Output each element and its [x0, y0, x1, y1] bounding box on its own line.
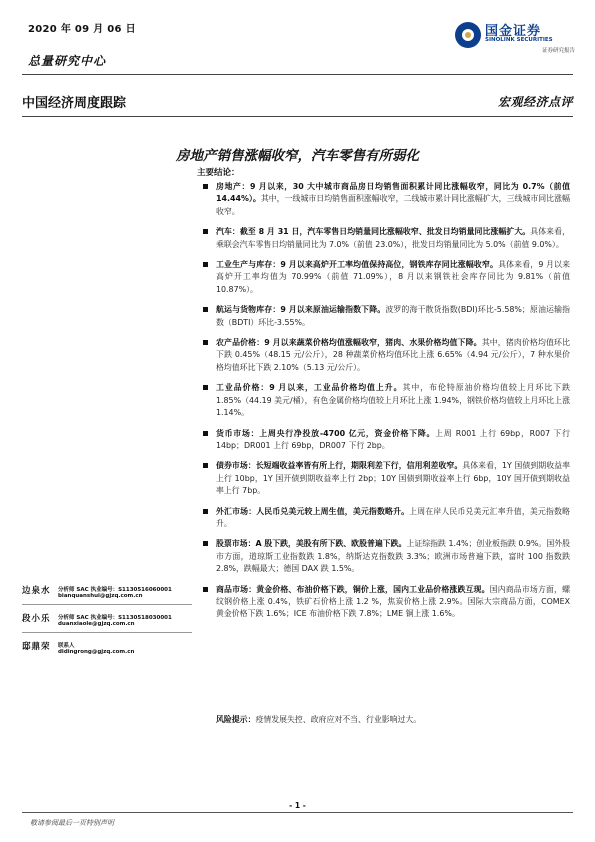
- square-bullet-icon: [203, 463, 208, 468]
- conclusion-item: [202, 226, 570, 251]
- analyst-role: 分析师 SAC 执业编号：S1130516060001: [58, 587, 172, 593]
- company-logo: [455, 18, 575, 58]
- square-bullet-icon: [203, 431, 208, 436]
- risk-warning: [216, 714, 566, 725]
- conclusion-text: 其中，一线城市日均销售面积涨幅收窄，二线城市累计同比涨幅扩大，三线城市同比涨幅收窄。: [216, 194, 570, 216]
- logo-name-en: SINOLINK SECURITIES: [485, 37, 553, 43]
- conclusion-text: 上周在岸人民币兑美元汇率升值，美元指数略升。: [216, 506, 570, 528]
- analyst-role: 分析师 SAC 执业编号：S1130518030001: [58, 615, 172, 621]
- conclusion-text: 波罗的海干散货指数(BDI)环比-5.58%；原油运输指数（BDTI）环比-3.55%。: [216, 305, 570, 327]
- analyst-email[interactable]: didingrong@gjzq.com.cn: [58, 649, 135, 655]
- logo-subtitle: 证券研究报告: [541, 48, 575, 54]
- conclusion-item: [202, 428, 570, 453]
- conclusion-text: 上证综指跌 1.4%；创业板指跌 0.9%。国外股市方面，道琼斯工业指数跌 1.8%，纳斯达克指数跌 3.3%；欧洲市场普遍下跌，富时 100 指数跌 2.8%，跌幅最大；德国 DAX 跌 1.5%。: [216, 539, 570, 574]
- square-bullet-icon: [203, 385, 208, 390]
- report-type: 宏观经济点评: [497, 95, 573, 109]
- conclusion-item: [202, 506, 570, 531]
- risk-text: 疫情发展失控、政府应对不当、行业影响过大。: [255, 715, 422, 724]
- analyst-email[interactable]: duanxiaole@gjzq.com.cn: [58, 621, 135, 627]
- conclusion-heading: 汽车：截至 8 月 31 日，汽车零售日均销量同比涨幅收窄、批发日均销量同比涨幅扩大。: [216, 227, 531, 237]
- report-series: 中国经济周度跟踪: [22, 96, 127, 111]
- analyst-email[interactable]: bianquanshui@gjzq.com.cn: [58, 593, 143, 599]
- conclusion-heading: 航运与货物库存：9 月以来原油运输指数下降。: [216, 305, 386, 315]
- square-bullet-icon: [203, 541, 208, 546]
- footer-divider: [22, 812, 573, 813]
- square-bullet-icon: [203, 307, 208, 312]
- conclusion-text: 国内商品市场方面，螺纹钢价格上涨 0.4%，铁矿石价格上涨 1.2 %，焦炭价格上涨 2.9%。国际大宗商品方面，COMEX 黄金价格下跌 1.6%；ICE 布油价格下跌 7.8%；LME 铜上涨 1.6%。: [216, 584, 570, 619]
- analyst-divider: [22, 632, 192, 633]
- summary-label: 主要结论：: [197, 168, 240, 178]
- conclusion-text: 其中，猪肉价格均值环比下跌 0.45%（48.15 元/公斤），28 种蔬菜价格均值环比上涨 6.65%（4.94 元/公斤），7 种水果价格均值环比下跌 2.10%（5.13 元/公斤）。: [216, 338, 570, 372]
- logo-name-cn: 国金证券: [485, 24, 542, 39]
- conclusion-heading: 工业生产与库存：9 月以来高炉开工率均值保持高位，钢铁库存同比涨幅收窄。: [216, 260, 499, 270]
- square-bullet-icon: [203, 262, 208, 267]
- analyst-name: 邸鼎荣: [22, 642, 51, 652]
- conclusion-item: [202, 382, 570, 419]
- square-bullet-icon: [203, 587, 208, 592]
- conclusion-item: [202, 181, 570, 218]
- disclaimer-text: 敬请参阅最后一页特别声明: [30, 819, 114, 827]
- analyst-role: 联系人: [58, 643, 75, 649]
- analyst-name: 段小乐: [22, 614, 51, 624]
- header-divider: [22, 74, 573, 75]
- report-date: 2020 年 09 月 06 日: [28, 24, 136, 35]
- title-divider: [22, 116, 573, 117]
- conclusion-text: 其中，布伦特原油价格均值较上月环比下跌 1.85%（44.19 美元/桶），有色金属价格均值较上月环比上涨 1.94%，钢铁价格均值较上月环比上涨 1.14%。: [216, 383, 570, 418]
- conclusion-heading: 股票市场：A 股下跌，美股有所下跌、欧股普遍下跌。: [216, 539, 407, 549]
- conclusion-item: [202, 584, 570, 621]
- conclusion-heading: 工业品价格：9 月以来，工业品价格均值上升。: [216, 383, 403, 393]
- conclusion-item: [202, 460, 570, 497]
- conclusion-heading: 货币市场：上周央行净投放-4700 亿元，资金价格下降。: [216, 428, 436, 438]
- conclusion-heading: 商品市场：黄金价格、布油价格下跌，铜价上涨，国内工业品价格涨跌互现。: [216, 584, 490, 594]
- conclusion-heading: 外汇市场：人民币兑美元较上周生值，美元指数略升。: [216, 506, 410, 516]
- conclusion-item: [202, 337, 570, 374]
- conclusion-heading: 房地产：9 月以来，30 大中城市商品房日均销售面积累计同比涨幅收窄，同比为 0.7%（前值 14.44%）。: [216, 182, 570, 204]
- risk-label: 风险提示：: [216, 715, 256, 724]
- conclusion-text: 具体来看，乘联会汽车零售日均销量同比为 7.0%（前值 23.0%），批发日均销量同比为 5.0%（前值 9.0%）。: [216, 227, 570, 249]
- conclusion-heading: 农产品价格：9 月以来蔬菜价格均值涨幅收窄，猪肉、水果价格均值下降。: [216, 338, 482, 348]
- page-number: - 1 -: [289, 801, 306, 810]
- conclusion-heading: 债券市场：长短端收益率皆有所上行，期限利差下行，信用利差收窄。: [216, 461, 463, 471]
- conclusion-text: 具体来看，9 月以来高炉开工率均值为 70.99%（前值 71.09%），8 月以来钢铁社会库存同比为 9.81%（前值 10.87%）。: [216, 260, 571, 294]
- page-title: 房地产销售涨幅收窄，汽车零售有所弱化: [176, 148, 419, 164]
- conclusion-text: 具体来看，1Y 国债到期收益率上行 10bp，1Y 国开债到期收益率上行 2bp；10Y 国债到期收益率上行 6bp，10Y 国开债到期收益率上行 7bp。: [216, 461, 570, 496]
- conclusion-item: [202, 304, 570, 329]
- logo-mark-icon: [455, 22, 481, 48]
- conclusion-item: [202, 259, 570, 296]
- conclusion-item: [202, 538, 570, 575]
- analyst-divider: [22, 604, 192, 605]
- square-bullet-icon: [203, 340, 208, 345]
- conclusion-text: 上周 R001 上行 69bp，R007 下行 14bp；DR001 上行 69bp，DR007 下行 2bp。: [216, 428, 570, 450]
- analyst-name: 边泉水: [22, 586, 51, 596]
- square-bullet-icon: [203, 509, 208, 514]
- department-name: 总量研究中心: [28, 54, 107, 68]
- conclusions-list: [202, 181, 570, 629]
- square-bullet-icon: [203, 229, 208, 234]
- square-bullet-icon: [203, 184, 208, 189]
